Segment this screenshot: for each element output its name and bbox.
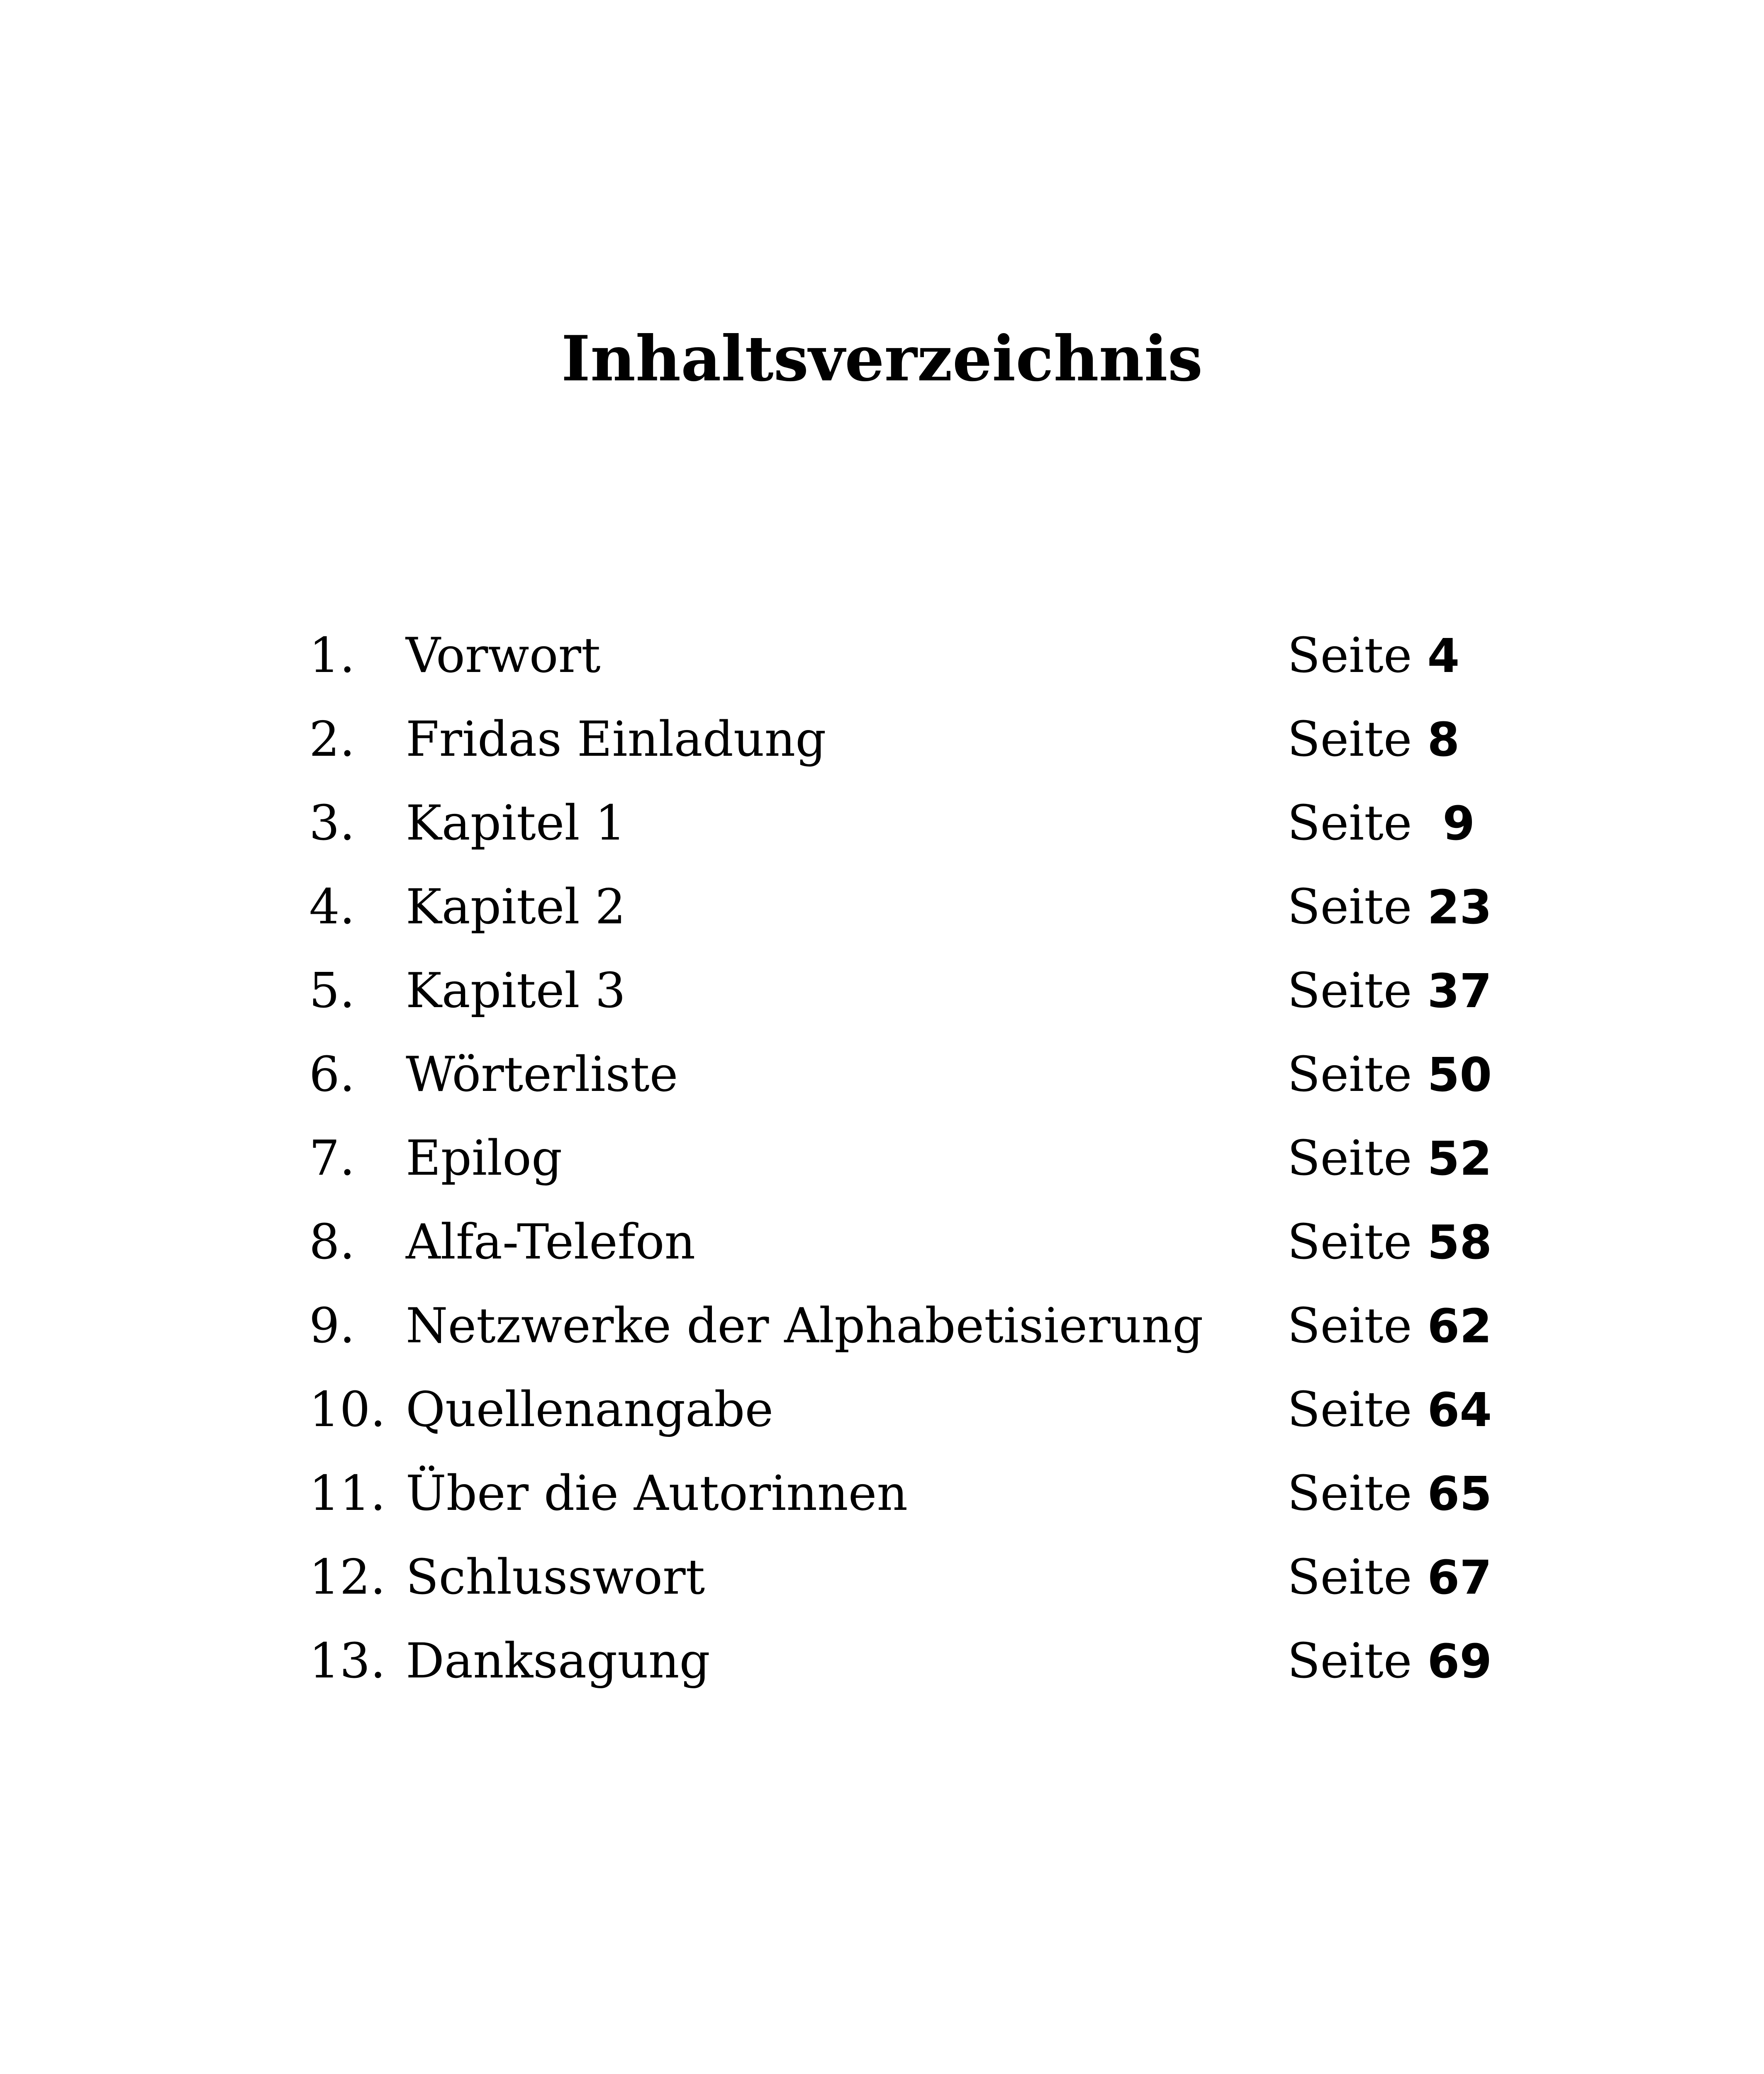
toc-entry-page <box>1287 1284 1492 1368</box>
toc-entry-page <box>1287 1452 1492 1536</box>
toc-page-number: 52 <box>1427 1132 1492 1186</box>
toc-page-label: Seite <box>1287 1298 1428 1354</box>
toc-page-number: 64 <box>1427 1383 1492 1437</box>
toc-entry-title: Kapitel 1 <box>406 795 626 851</box>
toc-entry-number: 11. <box>309 1465 386 1521</box>
toc-entry-title: Epilog <box>406 1130 563 1186</box>
toc-entry-number: 13. <box>309 1633 386 1689</box>
toc-page-label: Seite <box>1287 1549 1428 1605</box>
toc-entry-number: 10. <box>309 1382 386 1438</box>
toc-entry <box>0 1452 1764 1536</box>
toc-entry <box>0 698 1764 781</box>
toc-page-label: Seite <box>1287 963 1428 1019</box>
toc-entry <box>0 1033 1764 1117</box>
toc-page-number: 9 <box>1442 797 1475 851</box>
toc-entry-title: Netzwerke der Alphabetisierung <box>406 1298 1204 1354</box>
toc-entry-number: 2. <box>309 711 355 767</box>
toc-entry-title: Alfa-Telefon <box>406 1214 696 1270</box>
toc-entry-page <box>1287 1200 1492 1285</box>
toc-page-number: 69 <box>1427 1635 1492 1689</box>
toc-page-label: Seite <box>1287 1130 1428 1186</box>
toc-page-label: Seite <box>1287 879 1428 935</box>
toc-entry-number: 5. <box>309 963 355 1019</box>
toc-page-number: 67 <box>1427 1551 1492 1605</box>
toc-page-number: 23 <box>1427 881 1492 935</box>
toc-entry <box>0 1619 1764 1703</box>
toc-page-label: Seite <box>1287 1214 1428 1270</box>
toc-entry-number: 1. <box>309 628 355 684</box>
toc-entry-title: Kapitel 3 <box>406 963 626 1019</box>
toc-entry-number: 6. <box>309 1047 355 1103</box>
toc-entry-page <box>1287 781 1475 866</box>
toc-entry-title: Schlusswort <box>406 1549 705 1605</box>
toc-entry-page <box>1287 865 1492 949</box>
toc-entry-number: 8. <box>309 1214 355 1270</box>
toc-entry-number: 3. <box>309 795 355 851</box>
toc-entry-title: Danksagung <box>406 1633 710 1689</box>
toc-page-number: 58 <box>1427 1216 1492 1270</box>
toc-entry-page <box>1287 1536 1492 1620</box>
toc-entry-number: 12. <box>309 1549 386 1605</box>
toc-page-number: 62 <box>1427 1300 1492 1353</box>
toc-entry <box>0 949 1764 1033</box>
table-of-contents <box>0 614 1764 1703</box>
toc-page-label: Seite <box>1287 1465 1428 1521</box>
page-title: Inhaltsverzeichnis <box>561 322 1203 395</box>
toc-entry-title: Über die Autorinnen <box>406 1465 908 1521</box>
toc-entry-number: 9. <box>309 1298 355 1354</box>
toc-entry <box>0 1200 1764 1284</box>
toc-entry-title: Vorwort <box>406 628 601 684</box>
toc-page-number: 50 <box>1427 1048 1492 1102</box>
toc-page-label: Seite <box>1287 795 1443 851</box>
toc-page-number: 37 <box>1427 964 1492 1018</box>
toc-entry-page <box>1287 1619 1492 1704</box>
toc-entry <box>0 614 1764 698</box>
toc-entry-page <box>1287 698 1459 782</box>
toc-entry-page <box>1287 614 1459 698</box>
toc-entry-title: Kapitel 2 <box>406 879 626 935</box>
toc-entry <box>0 781 1764 865</box>
toc-page-label: Seite <box>1287 1047 1428 1103</box>
toc-entry <box>0 1368 1764 1452</box>
toc-entry-page <box>1287 1033 1492 1117</box>
toc-page-label: Seite <box>1287 1633 1428 1689</box>
toc-entry <box>0 865 1764 949</box>
toc-entry-page <box>1287 949 1492 1033</box>
toc-entry <box>0 1284 1764 1368</box>
toc-page-label: Seite <box>1287 628 1428 684</box>
toc-page-number: 65 <box>1427 1467 1492 1521</box>
toc-entry <box>0 1117 1764 1200</box>
toc-page-number: 8 <box>1427 713 1460 767</box>
toc-entry-number: 4. <box>309 879 355 935</box>
toc-entry <box>0 1536 1764 1619</box>
toc-entry-page <box>1287 1117 1492 1201</box>
toc-page-label: Seite <box>1287 711 1428 767</box>
toc-page-number: 4 <box>1427 629 1460 683</box>
toc-entry-title: Fridas Einladung <box>406 711 826 767</box>
toc-page-label: Seite <box>1287 1382 1428 1438</box>
toc-entry-title: Wörterliste <box>406 1047 678 1103</box>
toc-entry-title: Quellenangabe <box>406 1382 774 1438</box>
toc-entry-number: 7. <box>309 1130 355 1186</box>
toc-entry-page <box>1287 1368 1492 1452</box>
